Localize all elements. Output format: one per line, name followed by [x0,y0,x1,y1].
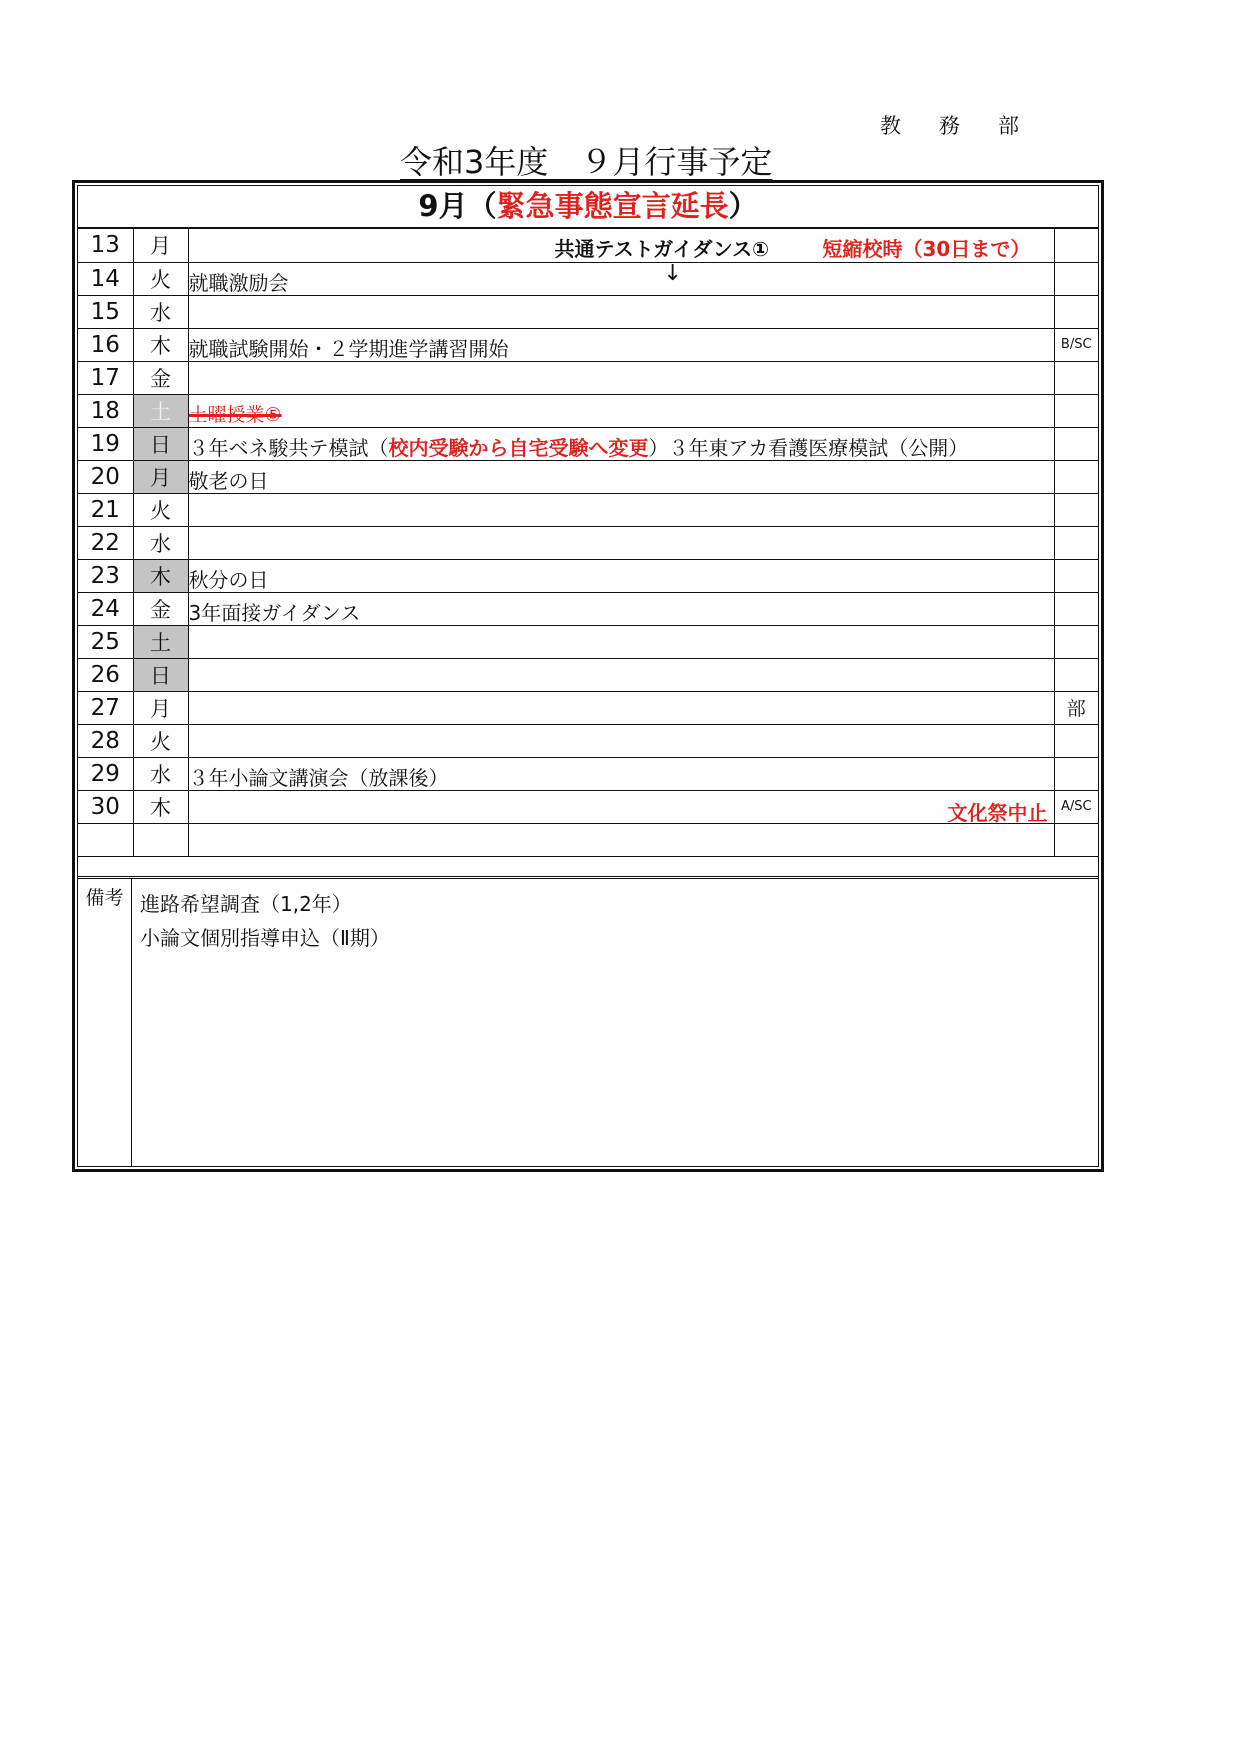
exam-change-notice: 校内受験から自宅受験へ変更 [388,436,649,460]
note-cell [1054,262,1098,295]
note-cell [1054,823,1098,856]
day-cell: 17 [78,361,133,394]
event-cell [188,229,1054,262]
note-cell: 部 [1054,691,1098,724]
event-cell [188,592,1054,625]
short-schedule-event: 短縮校時（30日まで） [822,237,1031,261]
department-label [880,110,1057,140]
event-cell [188,691,1054,724]
note-cell [1054,427,1098,460]
event-cell [188,658,1054,691]
festival-cancelled: 文化祭中止 [947,800,1048,823]
day-cell: 19 [78,427,133,460]
day-cell: 29 [78,757,133,790]
day-cell: 13 [78,229,133,262]
day-cell [78,823,133,856]
event-cell [188,427,1054,460]
department-char: 教 [880,114,901,138]
weekday-cell: 月 [133,691,188,724]
note-cell [1054,229,1098,262]
schedule-table [78,229,1098,857]
event-text: ３年小論文講演会（放課後） [188,766,449,790]
event-cell [188,790,1054,823]
table-row [78,526,1098,559]
event-cell [188,394,1054,427]
day-cell: 15 [78,295,133,328]
event-cell [188,295,1054,328]
event-text: 就職試験開始・２学期進学講習開始 [188,337,509,361]
table-row [78,790,1098,823]
note-cell [1054,493,1098,526]
note-cell [1054,592,1098,625]
weekday-cell: 月 [133,229,188,262]
schedule-inner [77,185,1099,1167]
weekday-cell [133,823,188,856]
table-row [78,823,1098,856]
day-cell: 21 [78,493,133,526]
event-cell [188,526,1054,559]
remarks-section [78,876,1098,1166]
note-cell: B/SC [1054,328,1098,361]
note-cell: A/SC [1054,790,1098,823]
weekday-cell: 木 [133,328,188,361]
day-cell: 22 [78,526,133,559]
day-cell: 25 [78,625,133,658]
weekday-cell: 水 [133,757,188,790]
event-text: 秋分の日 [188,568,269,592]
department-char: 務 [939,114,960,138]
note-cell [1054,757,1098,790]
table-row [78,295,1098,328]
table-row [78,460,1098,493]
remarks-label: 備考 [78,879,132,1166]
note-cell [1054,361,1098,394]
note-cell [1054,295,1098,328]
day-cell: 16 [78,328,133,361]
table-row [78,559,1098,592]
month-header-suffix: ） [728,189,758,223]
note-cell [1054,724,1098,757]
weekday-cell: 火 [133,493,188,526]
weekday-cell: 日 [133,427,188,460]
day-cell: 30 [78,790,133,823]
month-header-prefix: 9月（ [418,189,497,223]
weekday-cell: 日 [133,658,188,691]
note-cell [1054,526,1098,559]
weekday-cell: 月 [133,460,188,493]
weekday-cell: 金 [133,361,188,394]
weekday-cell: 木 [133,559,188,592]
event-cell [188,724,1054,757]
day-cell: 26 [78,658,133,691]
table-row [78,724,1098,757]
table-row [78,427,1098,460]
month-header [78,186,1098,229]
department-char: 部 [998,114,1019,138]
event-text: 敬老の日 [188,469,269,493]
mock-exam-text: ３年ベネ駿共テ模試（ [188,436,389,460]
note-cell [1054,559,1098,592]
event-cell [188,757,1054,790]
weekday-cell: 火 [133,724,188,757]
day-cell: 27 [78,691,133,724]
note-cell [1054,658,1098,691]
table-row [78,262,1098,295]
mock-exam-text-2: ）３年東アカ看護医療模試（公開） [648,436,969,460]
event-cell [188,361,1054,394]
event-cell [188,328,1054,361]
event-cell [188,460,1054,493]
weekday-cell: 土 [133,625,188,658]
table-row [78,691,1098,724]
day-cell: 24 [78,592,133,625]
down-arrow-icon: ↓ [663,262,682,286]
weekday-cell: 金 [133,592,188,625]
day-cell: 28 [78,724,133,757]
weekday-cell: 火 [133,262,188,295]
weekday-cell: 土 [133,394,188,427]
weekday-cell: 水 [133,295,188,328]
guidance-event: 共通テストガイダンス① [554,237,770,261]
day-cell: 14 [78,262,133,295]
weekday-cell: 水 [133,526,188,559]
day-cell: 18 [78,394,133,427]
cancelled-event: 土曜授業⑤ [188,404,282,426]
event-cell [188,625,1054,658]
table-row [78,229,1098,262]
event-text [189,436,969,460]
day-cell: 23 [78,559,133,592]
event-text: 就職激励会 [188,271,289,295]
table-row [78,328,1098,361]
table-row [78,592,1098,625]
event-cell [188,262,1054,295]
table-row [78,394,1098,427]
event-cell [188,493,1054,526]
remarks-line: 進路希望調査（1,2年） [140,892,352,916]
table-row [78,658,1098,691]
remarks-line: 小論文個別指導申込（Ⅱ期） [140,926,390,950]
note-cell [1054,394,1098,427]
weekday-cell: 木 [133,790,188,823]
table-row [78,625,1098,658]
event-text: 3年面接ガイダンス [188,601,361,625]
document-title: 令和3年度 ９月行事予定 [400,143,773,181]
table-row [78,757,1098,790]
remarks-body [140,887,390,955]
schedule-frame [72,180,1104,1172]
note-cell [1054,625,1098,658]
table-row [78,493,1098,526]
event-cell [188,823,1054,856]
month-header-emphasis: 緊急事態宣言延長 [496,189,729,223]
event-cell [188,559,1054,592]
table-row [78,361,1098,394]
note-cell [1054,460,1098,493]
day-cell: 20 [78,460,133,493]
